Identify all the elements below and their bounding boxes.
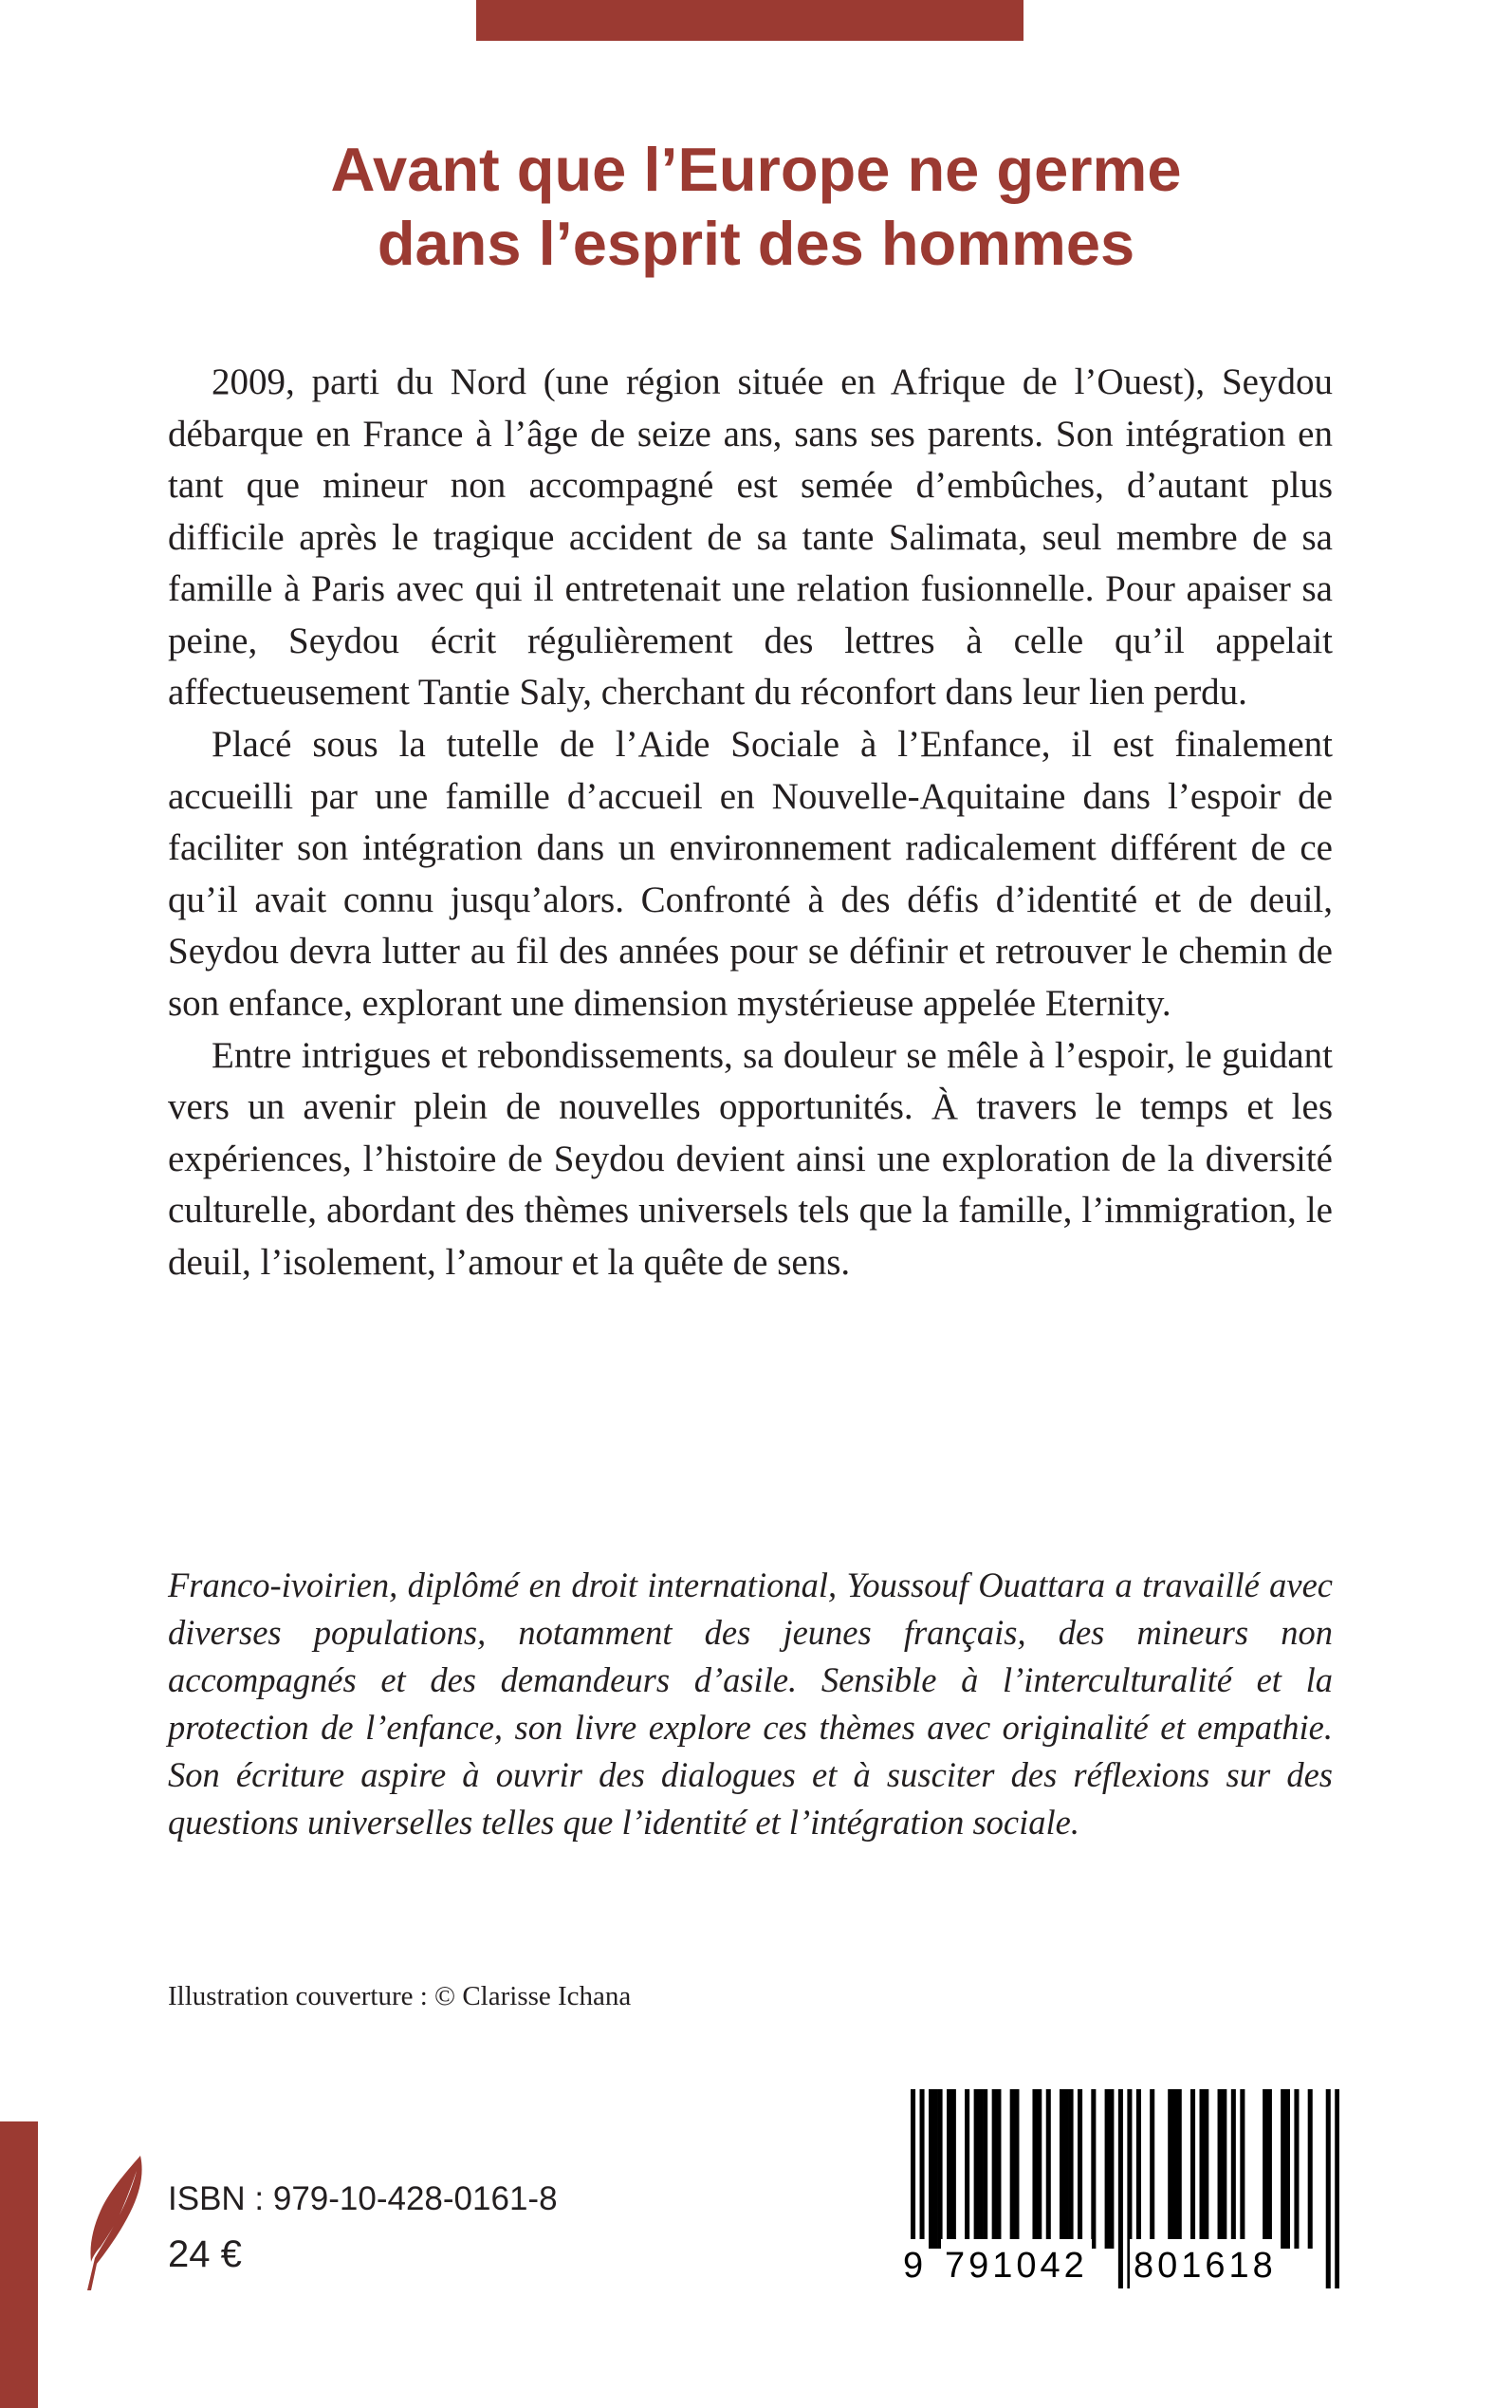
barcode-bar [1240,2089,1245,2249]
barcode-bar [1032,2089,1037,2249]
barcode-bar [1136,2089,1141,2249]
barcode-bar [1172,2089,1177,2249]
barcode-bar [1010,2089,1015,2249]
barcode-first-digit: 9 [901,2239,925,2292]
barcode-bar [1078,2089,1082,2249]
synopsis [168,357,1333,1289]
barcode-bar [1014,2089,1019,2249]
barcode-bar [929,2089,933,2249]
top-accent-bar [476,0,1023,41]
barcode-bar [1294,2089,1299,2249]
barcode-bar [1231,2089,1236,2249]
barcode-bar [1267,2089,1272,2249]
barcode-bar [951,2089,956,2249]
barcode-bar [1285,2089,1290,2249]
barcode-bar [1204,2089,1208,2249]
barcode-bar [992,2089,997,2249]
barcode-group-2: 801618 [1130,2239,1281,2292]
barcode-bar [1069,2089,1074,2249]
illustration-credit: Illustration couverture : © Clarisse Ichana [168,1981,632,2011]
book-title-line-1: Avant que l’Europe ne germe [330,135,1182,204]
book-title [171,133,1341,281]
barcode-bar [1091,2089,1096,2249]
barcode-bar [1037,2089,1042,2249]
barcode-bar [1105,2089,1110,2249]
price: 24 € [168,2233,242,2275]
isbn-number: ISBN : 979-10-428-0161-8 [168,2180,558,2217]
barcode-bar [1218,2089,1223,2249]
barcode-group-1: 791042 [941,2239,1092,2292]
side-accent-bar [0,2121,38,2408]
barcode-bar [996,2089,1001,2249]
barcode-bar [1200,2089,1205,2249]
barcode-bar [1222,2089,1226,2249]
book-title-line-2: dans l’esprit des hommes [377,209,1135,278]
barcode-bar [1281,2089,1285,2249]
feather-quill-icon [82,2152,148,2294]
synopsis-paragraph-2: Placé sous la tutelle de l’Aide Sociale à l’Enfance, il est finalement accueilli par une famille d’accueil en Nouvelle-Aquitaine dans l’espoir de faciliter son intégration dans un environnement radicalement différent de ce qu’il avait connu jusqu’alors. Confronté à des défis d’identité et de deuil, Seydou devra lutter au fil des années pour se définir et retrouver le chemin de son enfance, explorant une dimension mystérieuse appelée Eternity. [168,724,1333,1024]
barcode-bar [978,2089,983,2249]
barcode-digits [901,2239,1347,2292]
barcode-bar [1263,2089,1267,2249]
synopsis-paragraph-3: Entre intrigues et rebondissements, sa douleur se mêle à l’espoir, le guidant vers un avenir plein de nouvelles opportunités. À travers le temps et les expériences, l’histoire de Seydou devient ainsi une exploration de la diversité culturelle, abordant des thèmes universels tels que la famille, l’immigration, le deuil, l’isolement, l’amour et la quête de sens. [168,1034,1333,1283]
barcode-bar [1150,2089,1154,2249]
barcode-bar [938,2089,943,2249]
barcode-bar [974,2089,979,2249]
barcode-bar [1064,2089,1069,2249]
barcode-bar [1046,2089,1051,2249]
barcode-bar [965,2089,969,2249]
synopsis-paragraph-1: 2009, parti du Nord (une région située en Afrique de l’Ouest), Seydou débarque en France à l’âge de seize ans, sans ses parents. Son intégration en tant que mineur non accompagné est semée d’embûches, d’autant plus difficile après le tragique accident de sa tante Salimata, seul membre de sa famille à Paris avec qui il entretenait une relation fusionnelle. Pour apaiser sa peine, Seydou écrit régulièrement des lettres à celle qu’il appelait affectueusement Tantie Saly, cherchant du réconfort dans leur lien perdu. [168,361,1333,713]
author-bio: Franco-ivoirien, diplômé en droit international, Youssouf Ouattara a travaillé avec diverses populations, notamment des jeunes français, des mineurs non accompagnés et des demandeurs d’asile. Sensible à l’interculturalité et la protection de l’enfance, son livre explore ces thèmes avec originalité et empathie. Son écriture aspire à ouvrir des dialogues et à susciter des réflexions sur des questions universelles telles que l’identité et l’intégration sociale. [168,1565,1333,1842]
barcode-bar [1308,2089,1313,2249]
barcode-bar [1109,2089,1114,2249]
barcode-bar [1177,2089,1182,2249]
barcode-bar [1190,2089,1195,2249]
barcode-bar [1168,2089,1172,2249]
barcode-bar [983,2089,987,2249]
barcode-bar [933,2089,938,2249]
barcode-bar [947,2089,951,2249]
barcode-bar [1060,2089,1064,2249]
